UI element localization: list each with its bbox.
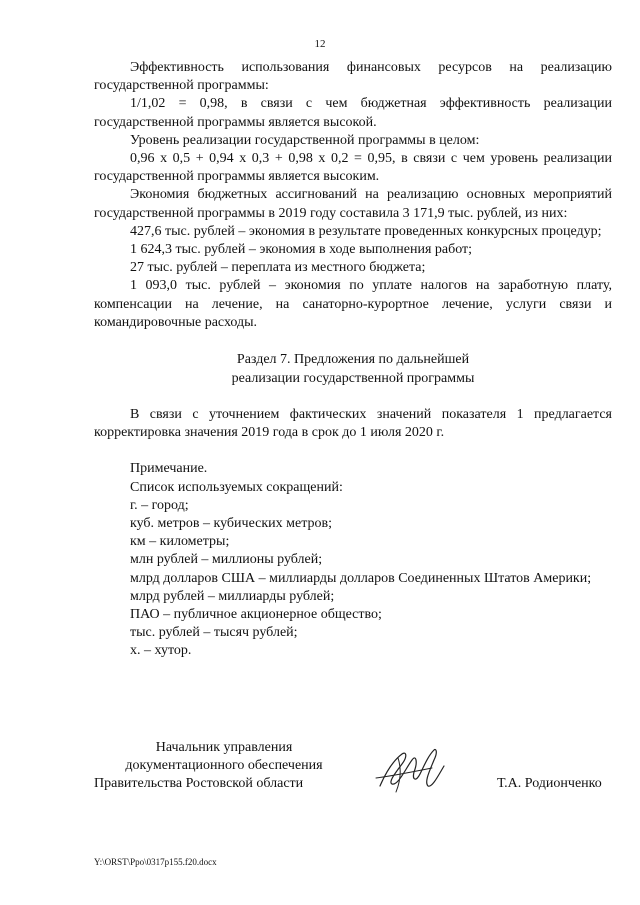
signatory-title bbox=[94, 739, 354, 793]
note-list-title: Список используемых сокращений: bbox=[130, 479, 343, 495]
paragraph-budget-savings: Экономия бюджетных ассигнований на реализацию основных мероприятий государственной программы в 2019 году составила 3 171,9 тыс. рублей, из них: bbox=[94, 187, 612, 221]
signatory-name: Т.А. Родионченко bbox=[497, 776, 602, 791]
signatory-line3: Правительства Ростовской области bbox=[94, 776, 304, 791]
paragraph-implementation-formula: 0,96 х 0,5 + 0,94 х 0,3 + 0,98 х 0,2 = 0,95, в связи с чем уровень реализации государственной программы является высоким. bbox=[94, 151, 612, 185]
abbreviation-item: млрд долларов США – миллиарды долларов Соединенных Штатов Америки; bbox=[130, 570, 592, 586]
paragraph-financial-efficiency: Эффективность использования финансовых ресурсов на реализацию государственной программы: bbox=[94, 60, 612, 94]
section-heading-line2: реализации государственной программы bbox=[231, 371, 475, 387]
abbreviation-item: тыс. рублей – тысяч рублей; bbox=[130, 625, 298, 641]
abbreviation-item: млн рублей – миллионы рублей; bbox=[130, 552, 323, 568]
page-number: 12 bbox=[314, 38, 326, 50]
paragraph-saving-procurement: 427,6 тыс. рублей – экономия в результате проведенных конкурсных процедур; bbox=[130, 223, 602, 239]
abbreviation-item: куб. метров – кубических метров; bbox=[130, 516, 333, 532]
document-body bbox=[94, 59, 612, 661]
handwritten-signature bbox=[372, 742, 452, 798]
paragraph-implementation-level: Уровень реализации государственной программы в целом: bbox=[130, 132, 480, 148]
note-title: Примечание. bbox=[130, 461, 208, 477]
abbreviation-item: х. – хутор. bbox=[130, 643, 192, 659]
section-heading-line1: Раздел 7. Предложения по дальнейшей bbox=[236, 352, 470, 368]
paragraph-overpayment: 27 тыс. рублей – переплата из местного бюджета; bbox=[130, 260, 426, 276]
abbreviation-item: г. – город; bbox=[130, 497, 189, 513]
section-text: В связи с уточнением фактических значений показателя 1 предлагается корректировка значения 2019 года в срок до 1 июля 2020 г. bbox=[94, 407, 612, 441]
signatory-line1: Начальник управления bbox=[155, 740, 293, 755]
paragraph-budget-efficiency: 1/1,02 = 0,98, в связи с чем бюджетная эффективность реализации государственной программы является высокой. bbox=[94, 96, 612, 130]
abbreviation-item: млрд рублей – миллиарды рублей; bbox=[130, 588, 335, 604]
file-path-footer: Y:\ORST\Ppo\0317p155.f20.docx bbox=[94, 857, 217, 867]
paragraph-saving-works: 1 624,3 тыс. рублей – экономия в ходе выполнения работ; bbox=[130, 242, 473, 258]
paragraph-saving-taxes: 1 093,0 тыс. рублей – экономия по уплате налогов на заработную плату, компенсации на лечение, на санаторно-курортное лечение, услуги связи и командировочные расходы. bbox=[94, 278, 612, 330]
abbreviation-item: км – километры; bbox=[130, 534, 230, 550]
signatory-line2: документационного обеспечения bbox=[125, 758, 323, 773]
abbreviation-item: ПАО – публичное акционерное общество; bbox=[130, 607, 382, 623]
